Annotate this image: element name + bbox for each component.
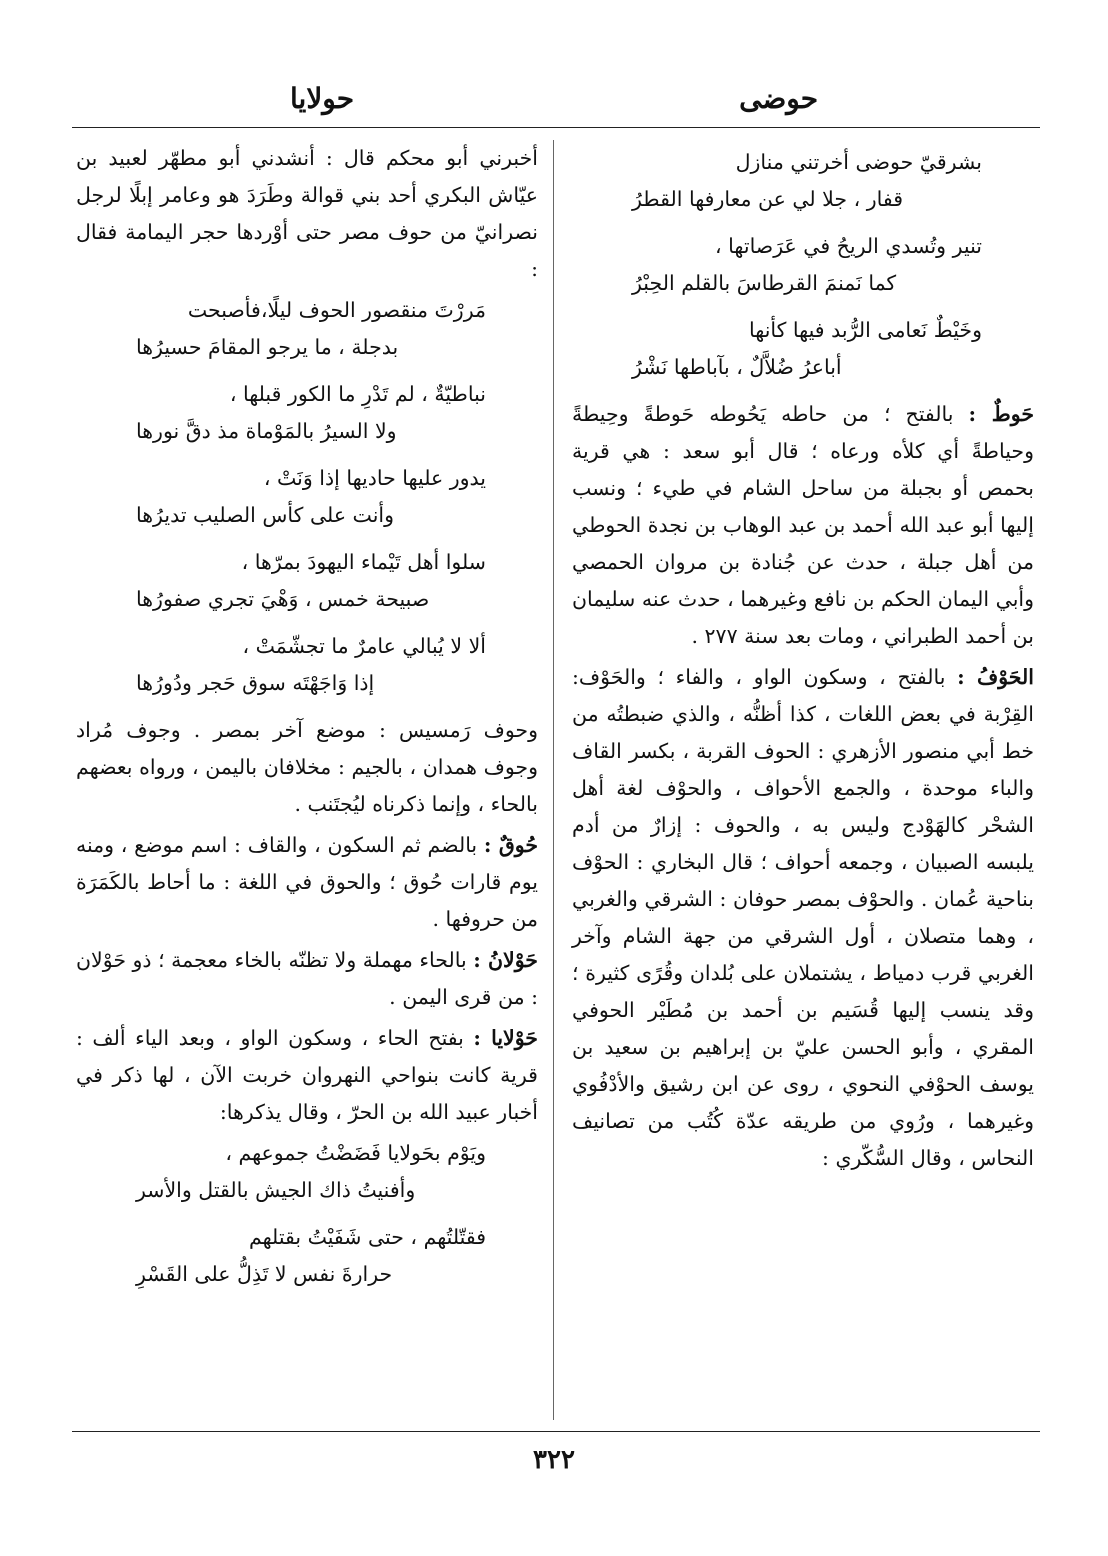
verse-line: ولا السيرُ بالمَوْماة مذ دقَّ نورها xyxy=(136,419,397,443)
running-head-right: حوضى xyxy=(739,82,818,115)
bottom-rule xyxy=(72,1431,1040,1432)
verse-line: تنير وتُسدي الريحُ في عَرَصاتها ، xyxy=(715,234,982,258)
verse xyxy=(76,1135,538,1209)
right-column xyxy=(572,140,1034,1181)
verse-line: وخَيْطٌ نَعامى الرُّبد فيها كأنها xyxy=(749,318,982,342)
running-head-left: حولايا xyxy=(290,82,355,115)
intro-paragraph: أخبرني أبو محكم قال : أنشدني أبو مطهّر لعبيد بن عيّاش البكري أحد بني قوالة وطَرَدَ هو وعامر إبلًا لرجل نصرانيّ من حوف مصر حتى أوْردها حجر اليمامة فقال : xyxy=(76,146,538,281)
headword: حُوقٌ : xyxy=(483,833,538,857)
verse-line: كما نَمنمَ القرطاسَ بالقلم الحِبْرُ xyxy=(632,271,897,295)
column-divider xyxy=(553,140,554,1420)
verse-line: نباطيّةٌ ، لم تَدْرِ ما الكور قبلها ، xyxy=(229,382,486,406)
verse xyxy=(572,228,1034,302)
headword: الحَوْفُ : xyxy=(957,665,1034,689)
verse-line: وأنت على كأس الصليب تديرُها xyxy=(136,503,394,527)
verse-line: فقتّلتُهم ، حتى شَفَيْتُ بقتلهم xyxy=(248,1225,486,1249)
verse-line: إذا وَاجَهْتَه سوق حَجر ودُورُها xyxy=(136,671,375,695)
verse-line: صبيحة خمس ، وَهْيَ تجري صفورُها xyxy=(136,587,430,611)
entry-text: بفتح الحاء ، وسكون الواو ، وبعد الياء ألف : قرية كانت بنواحي النهروان خربت الآن ، لها ذكر في أخبار عبيد الله بن الحرّ ، وقال يذكرها: xyxy=(76,1026,538,1124)
left-column xyxy=(76,140,538,1303)
verse-line: بشرقيّ حوضى أخرتني منازل xyxy=(735,150,982,174)
verse-line: مَررْتَ منقصور الحوف ليلًا،فأصبحت xyxy=(187,298,486,322)
verse-line: حرارةَ نفس لا تَذِلُّ على القَسْرِ xyxy=(136,1262,393,1286)
entry-text: بالحاء مهملة ولا تظنّه بالخاء معجمة ؛ ذو حَوْلان : من قرى اليمن . xyxy=(76,948,538,1009)
entry-hawf-ramsis: وحوف رَمسيس : موضع آخر بمصر . وجوف مُراد وجوف همدان ، بالجيم : مخلافان باليمن ، ورواه بعضهم بالحاء ، وإنما ذكرناه ليُجتَنب . xyxy=(76,718,538,816)
entry-hawlaya xyxy=(76,1020,538,1131)
verse xyxy=(76,460,538,534)
headword: حَوْلايا : xyxy=(473,1026,538,1050)
page-number: ٣٢٢ xyxy=(533,1445,575,1475)
verse-line: أباعرُ ضُلاَّلٌ ، بآباطها نَشْرُ xyxy=(632,355,842,379)
entry-hawt xyxy=(572,396,1034,655)
verse xyxy=(76,628,538,702)
entry-text: بالفتح ؛ من حاطه يَحُوطه حَوطةً وحِيطةً وحياطةً أي كلأه ورعاه ؛ قال أبو سعد : هي قرية بحمص أو بجبلة من ساحل الشام في طيء ؛ ونسب إليها أبو عبد الله أحمد بن عبد الوهاب بن نجدة الحوطي من أهل جبلة ، حدث عن جُنادة بن مروان الحمصي وأبي اليمان الحكم بن نافع وغيرهما ، حدث عنه سليمان بن أحمد الطبراني ، ومات بعد سنة ٢٧٧ . xyxy=(572,402,1034,648)
verse xyxy=(76,544,538,618)
entry-text: بالضم ثم السكون ، والقاف : اسم موضع ، ومنه يوم قارات حُوق ؛ والحوق في اللغة : ما أحاط بالكَمَرَة من حروفها . xyxy=(76,833,538,931)
headword: حَوطٌ : xyxy=(968,402,1034,426)
verse xyxy=(76,292,538,366)
verse-line: يدور عليها حاديها إذا وَنَتْ ، xyxy=(263,466,486,490)
entry-hawlan xyxy=(76,942,538,1016)
headword: حَوْلانُ : xyxy=(473,948,538,972)
entry-hawf xyxy=(572,659,1034,1177)
verse-line: بدجلة ، ما يرجو المقامَ حسيرُها xyxy=(136,335,399,359)
verse xyxy=(76,376,538,450)
entry-huq xyxy=(76,827,538,938)
verse-line: وأفنيتُ ذاك الجيش بالقتل والأسر xyxy=(136,1178,416,1202)
verse xyxy=(76,1219,538,1293)
verse-line: قفار ، جلا لي عن معارفها القطرُ xyxy=(632,187,904,211)
verse-line: سلوا أهل تَيْماء اليهودَ بمرّها ، xyxy=(241,550,486,574)
verse-line: ألا لا يُبالي عامرٌ ما تجشّمَتْ ، xyxy=(242,634,486,658)
verse-line: ويَوْم بحَولايا فَضَضْتُ جموعهم ، xyxy=(225,1141,486,1165)
top-rule xyxy=(72,127,1040,128)
verse xyxy=(572,144,1034,218)
entry-text: بالفتح ، وسكون الواو ، والفاء ؛ والحَوْف: القِرْبة في بعض اللغات ، كذا أظنُّه ، والذي ضبطتُه من خط أبي منصور الأزهري : الحوف القربة ، بكسر القاف والباء موحدة ، والجمع الأحواف ، والحوْف لغة أهل الشحْر كالهَوْدج وليس به ، والحوف : إزارٌ من أدم يلبسه الصبيان ، وجمعه أحواف ؛ قال البخاري : الحوْف بناحية عُمان . والحوْف بمصر حوفان : الشرقي والغربي ، وهما متصلان ، أول الشرقي من جهة الشام وآخر الغربي قرب دمياط ، يشتملان على بُلدان وقُرًى كثيرة ؛ وقد ينسب إليها قُسَيم بن أحمد بن مُطَيْر الحوفي المقري ، وأبو الحسن عليّ بن إبراهيم بن سعيد بن يوسف الحوْفي النحوي ، روى عن ابن رشيق والأدْفُوي وغيرهما ، ورُوي من طريقه عدّة كُتُب من تصانيف النحاس ، وقال السُّكّري : xyxy=(572,665,1034,1170)
verse xyxy=(572,312,1034,386)
